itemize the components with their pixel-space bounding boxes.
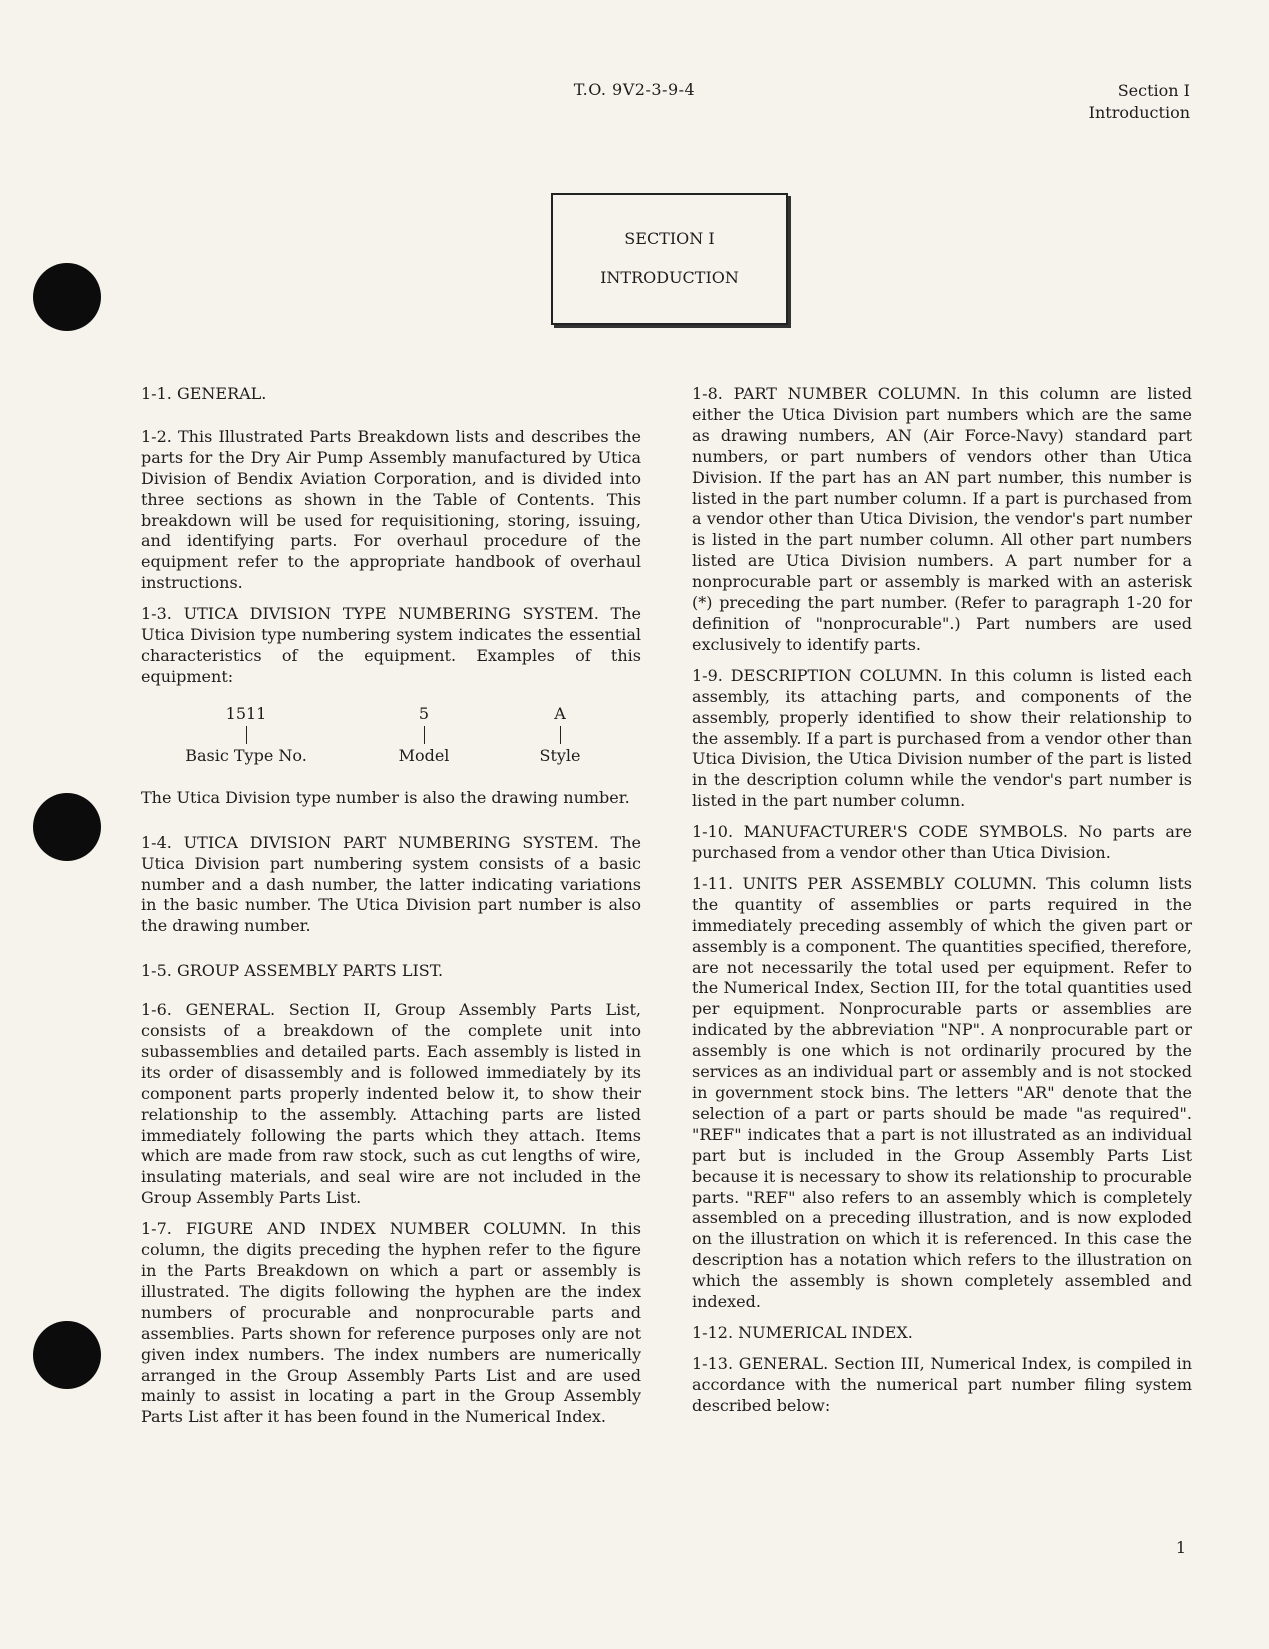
running-header <box>1089 80 1190 124</box>
diagram-number: A <box>554 703 566 723</box>
diagram-leader-line <box>424 726 425 744</box>
document-number: T.O. 9V2-3-9-4 <box>573 80 696 99</box>
para-1-11: 1-11. UNITS PER ASSEMBLY COLUMN. This column lists the quantity of assemblies or parts required in the immediately preceding assembly of which the given part or assembly is a component. The quantities specified, therefore, are not necessarily the total used per equipment. Refer to the Numerical Index, Section III, for the total quantities used per equipment. Nonprocurable parts or assemblies are indicated by the abbreviation "NP". A nonprocurable part or assembly is one which is not ordinarily procured by the services as an individual part or assembly and is not stocked in government stock bins. The letters "AR" denote that the selection of a part or parts should be made "as required". "REF" indicates that a part is not illustrated as an individual part but is included in the Group Assembly Parts List because it is necessary to show its relationship to procurable parts. "REF" also refers to an assembly which is completely assembled on a preceding illustration, and is now exploded on the illustration on which it is referenced. In this case the description has a notation which refers to the illustration on which the assembly is shown completely assembled and indexed. <box>692 873 1192 1312</box>
section-title-box <box>551 193 788 325</box>
title-box-line1: SECTION I <box>624 229 715 248</box>
binder-hole-top <box>33 263 101 331</box>
para-1-1: 1-1. GENERAL. <box>141 384 267 403</box>
para-1-5: 1-5. GROUP ASSEMBLY PARTS LIST. <box>141 961 444 981</box>
para-1-3: 1-3. UTICA DIVISION TYPE NUMBERING SYSTEM. The Utica Division type numbering system indicates the essential characteristics of the equipment. Examples of this equipment: <box>141 604 641 686</box>
para-1-13: 1-13. GENERAL. Section III, Numerical Index, is compiled in accordance with the numerical part number filing system described below: <box>692 1353 1192 1415</box>
para-1-4: 1-4. UTICA DIVISION PART NUMBERING SYSTEM. The Utica Division part numbering system consists of a basic number and a dash number, the latter indicating variations in the basic number. The Utica Division part number is also the drawing number. <box>141 832 641 936</box>
diagram-leader-line <box>246 726 247 744</box>
para-1-6: 1-6. GENERAL. Section II, Group Assembly Parts List, consists of a breakdown of the complete unit into subassemblies and detailed parts. Each assembly is listed in its order of disassembly and is followed immediately by its component parts properly indented below it, to show their relationship to the assembly. Attaching parts are listed immediately following the parts which they attach. Items which are made from raw stock, such as cut lengths of wire, insulating materials, and seal wire are not included in the Group Assembly Parts List. <box>141 1000 641 1208</box>
diagram-label: Basic Type No. <box>185 745 307 765</box>
diagram-style <box>495 704 625 767</box>
para-1-12: 1-12. NUMERICAL INDEX. <box>692 1322 913 1342</box>
page-number: 1 <box>1175 1538 1186 1557</box>
para-1-7: 1-7. FIGURE AND INDEX NUMBER COLUMN. In this column, the digits preceding the hyphen refer to the figure in the Parts Breakdown on which a part or assembly is illustrated. The digits following the hyphen are the index numbers of procurable and nonprocurable parts and assemblies. Parts shown for reference purposes only are not given index numbers. The index numbers are numerically arranged in the Group Assembly Parts List and are used mainly to assist in locating a part in the Group Assembly Parts List after it has been found in the Numerical Index. <box>141 1219 641 1427</box>
binder-hole-middle <box>33 793 101 861</box>
diagram-number: 5 <box>418 703 430 723</box>
diagram-label: Style <box>539 745 581 765</box>
binder-hole-bottom <box>33 1321 101 1389</box>
diagram-label: Model <box>398 745 450 765</box>
para-1-2: 1-2. This Illustrated Parts Breakdown lists and describes the parts for the Dry Air Pump Assembly manufactured by Utica Division of Bendix Aviation Corporation, and is divided into three sections as shown in the Table of Contents. This breakdown will be used for requisitioning, storing, issuing, and identifying parts. For overhaul procedure of the equipment refer to the appropriate handbook of overhaul instructions. <box>141 426 641 593</box>
para-type-number-note: The Utica Division type number is also the drawing number. <box>141 787 630 807</box>
right-column <box>692 384 1192 1427</box>
left-column <box>141 384 641 1438</box>
para-1-9: 1-9. DESCRIPTION COLUMN. In this column is listed each assembly, its attaching parts, and components of the assembly, properly identified to show their relationship to the assembly. If a part is purchased from a vendor other than Utica Division, the Utica Division number of the part is listed in the description column while the vendor's part number is listed in the part number column. <box>692 665 1192 811</box>
section-title: Introduction <box>1088 103 1190 122</box>
section-label: Section I <box>1117 81 1190 100</box>
diagram-basic-type <box>181 704 311 767</box>
para-1-8: 1-8. PART NUMBER COLUMN. In this column are listed either the Utica Division part numbers which are the same as drawing numbers, AN (Air Force-Navy) standard part numbers, or part numbers of vendors other than Utica Division. If the part has an AN part number, this number is listed in the part number column. If a part is purchased from a vendor other than Utica Division, the vendor's part number is listed in the part number column. All other part numbers listed are Utica Division numbers. A part number for a nonprocurable part or assembly is marked with an asterisk (*) preceding the part number. (Refer to paragraph 1-20 for definition of "nonprocurable".) Part numbers are used exclusively to identify parts. <box>692 384 1192 654</box>
diagram-model <box>359 704 489 767</box>
title-box-line2: INTRODUCTION <box>600 268 739 287</box>
diagram-leader-line <box>560 726 561 744</box>
diagram-number: 1511 <box>225 703 267 723</box>
para-1-10: 1-10. MANUFACTURER'S CODE SYMBOLS. No parts are purchased from a vendor other than Utica Division. <box>692 822 1192 863</box>
type-number-diagram <box>141 704 641 778</box>
